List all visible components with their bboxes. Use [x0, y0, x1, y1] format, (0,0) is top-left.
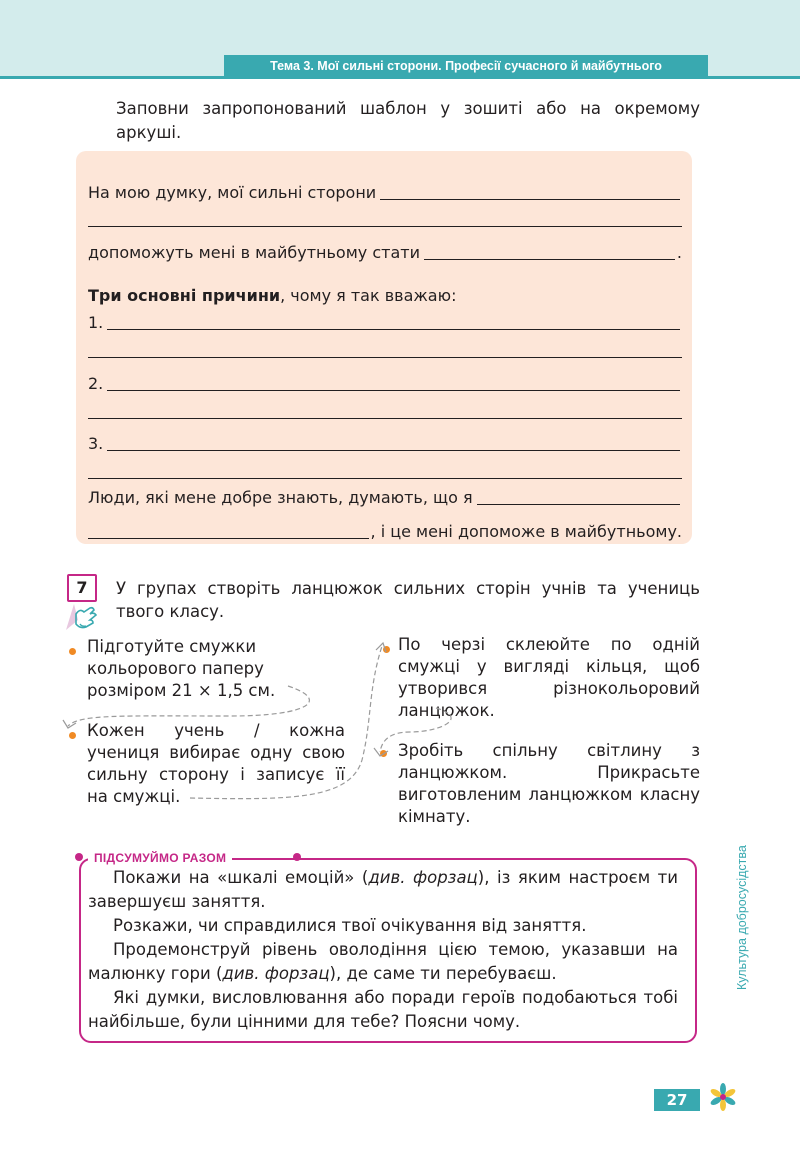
intro-text: Заповни запропонований шаблон у зошиті або на окремому аркуші. — [116, 99, 700, 142]
template-label: , і це мені допоможе в майбутньому. — [370, 522, 682, 541]
task7-text: У групах створіть ланцюжок сильних сторін учнів та учениць твого класу. — [116, 579, 700, 621]
summary-paragraph: Розкажи, чи справдилися твої очікування від заняття. — [113, 916, 587, 935]
page-number: 27 — [654, 1089, 700, 1111]
summary-paragraph: Які думки, висловлювання або поради героїв подобаються тобі найбільше, були цінними для тебе? Поясни чому. — [88, 988, 678, 1031]
reasons-bold: Три основні причини — [88, 286, 281, 305]
reasons-rest: , чому я так вважаю: — [280, 286, 457, 305]
template-label: На мою думку, мої сильні сторони — [88, 183, 377, 202]
summary-dot-left — [75, 853, 83, 861]
step-3: По черзі склеюйте по одній смужці у вигляді кільця, щоб утворився різнокольоровий ланцюжок. — [398, 635, 700, 720]
reason-number: 2. — [88, 374, 104, 393]
task-number-badge: 7 — [67, 574, 97, 602]
summary-paragraph: Продемонструй рівень оволодіння цією темою, указавши на малюнку гори (див. форзац), де саме ти перебуваєш. — [88, 940, 678, 983]
summary-text — [88, 866, 678, 1034]
step-4: Зробіть спільну світлину з ланцюжком. Прикрасьте виготовленим ланцюжком класну кімнату. — [398, 741, 700, 826]
step-1: Підготуйте смужки кольорового паперу розміром 21 × 1,5 см. — [87, 637, 276, 700]
summary-title: ПІДСУМУЙМО РАЗОМ — [88, 848, 232, 868]
reason-number: 3. — [88, 434, 104, 453]
template-period: . — [676, 243, 682, 262]
flower-icon — [708, 1082, 738, 1112]
sidebar-section-label: Культура добросусідства — [735, 845, 749, 990]
template-label: допоможуть мені в майбутньому стати — [88, 243, 420, 262]
template-label: Люди, які мене добре знають, думають, що я — [88, 488, 473, 507]
reason-number: 1. — [88, 313, 104, 332]
summary-paragraph: Покажи на «шкалі емоцій» (див. форзац), із яким настроєм ти завершуєш заняття. — [88, 868, 679, 911]
step-2: Кожен учень / кожна учениця вибирає одну свою сильну сторону і записує її на смужці. — [87, 721, 345, 806]
summary-dot-right — [293, 853, 301, 861]
topic-header: Тема 3. Мої сильні сторони. Професії сучасного й майбутнього — [224, 55, 708, 77]
